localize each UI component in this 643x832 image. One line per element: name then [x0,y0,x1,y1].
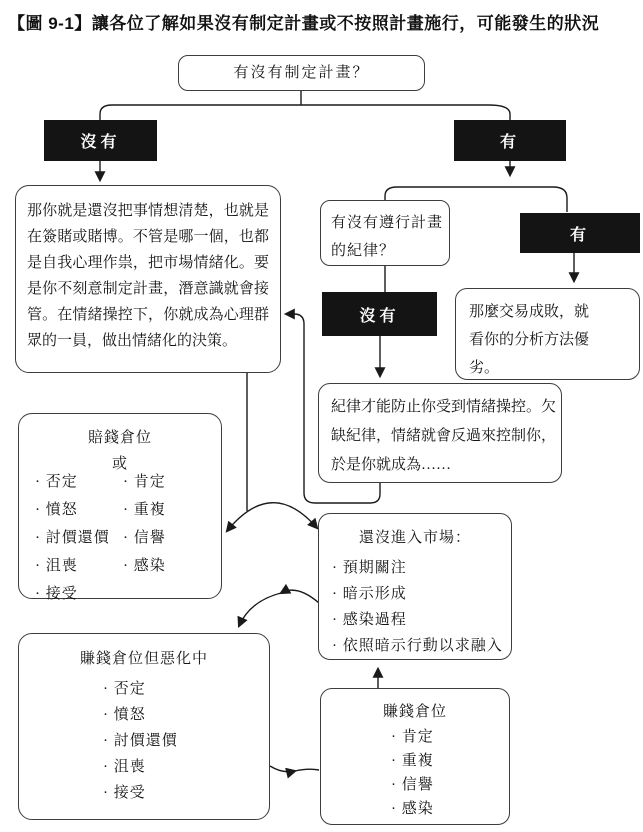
list-item: · 接受 [103,785,146,801]
losing-right-column [123,468,166,580]
not-in-market-title: 還沒進入市場： [358,530,471,546]
plan-question-label: 有沒有制定計畫？ [233,65,370,81]
no-discipline-text: 紀律才能防止你受到情緒操控。欠缺紀律，情緒就會反過來控制你，於是你就成為…… [331,399,557,473]
node-winning-deteriorating [18,633,270,820]
list-item: · 暗示形成 [332,586,407,602]
list-item: · 肯定 [123,474,166,490]
list-item: · 肯定 [391,729,434,745]
node-plan-question [178,55,425,91]
list-item: · 信譽 [391,777,434,793]
no-plan-text: 那你就是還沒把事情想清楚，也就是在簽賭或賭博。不管是哪一個，也都是自我心理作祟，把市場情緒化。要是你不刻意制定計畫，潛意識就會接管。在情緒操控下，你就成為心理群眾的一員，做出情緒化的決策。 [27,203,269,349]
list-item: · 討價還價 [103,733,178,749]
list-item: · 接受 [35,586,78,602]
winning-position-title: 賺錢倉位 [382,704,447,720]
losing-left-column [35,468,110,608]
node-no-plan [15,185,281,373]
analysis-text: 那麼交易成敗，就看你的分析方法優劣。 [469,304,590,376]
branch-yes-text: 有 [499,134,520,151]
not-in-market-list [332,555,503,659]
node-not-in-market [318,513,512,660]
list-item: · 沮喪 [35,558,78,574]
winning-position-list [391,725,434,821]
list-item: · 討價還價 [35,530,110,546]
discipline-no-text: 沒有 [359,307,400,325]
losing-position-title: 賠錢倉位 [87,430,152,446]
node-discipline-question [320,200,450,266]
list-item: · 憤怒 [103,707,146,723]
list-item: · 感染 [123,558,166,574]
line-to-winning-box [295,769,319,771]
list-item: · 依照暗示行動以求融入 [332,638,503,654]
discipline-no-label [322,292,437,336]
winning-deteriorating-title: 賺錢倉位但惡化中 [79,651,208,667]
split-plan-branches [100,105,510,120]
discipline-question-text: 有沒有遵行計畫的紀律？ [331,215,444,259]
discipline-yes-text: 有 [569,226,590,244]
list-item: · 感染 [391,801,434,817]
figure-caption: 【圖 9-1】讓各位了解如果沒有制定計畫或不按照計畫施行，可能發生的狀況 [8,14,600,33]
list-item: · 預期關注 [332,560,407,576]
list-item: · 重複 [123,502,166,518]
list-item: · 沮喪 [103,759,146,775]
branch-no-text: 沒有 [80,134,121,151]
node-winning-position [320,688,510,825]
list-item: · 信譽 [123,530,166,546]
node-no-discipline [318,383,562,483]
list-item: · 否定 [35,474,78,490]
node-losing-position [18,413,222,602]
arc-market-to-deteriorating-2 [239,593,281,626]
arrow-deteriorating-to-winning [270,766,295,772]
list-item: · 憤怒 [35,502,78,518]
losing-position-or: 或 [111,456,128,472]
node-analysis-outcome [455,288,640,380]
arc-market-to-deteriorating-1 [281,590,319,603]
list-item: · 否定 [103,681,146,697]
discipline-yes-label [520,213,640,253]
winning-deteriorating-list [103,676,178,806]
branch-yes-label [454,120,566,161]
arc-split-losing-market [227,503,317,531]
branch-no-label [44,120,157,161]
list-item: · 重複 [391,753,434,769]
list-item: · 感染過程 [332,612,407,628]
